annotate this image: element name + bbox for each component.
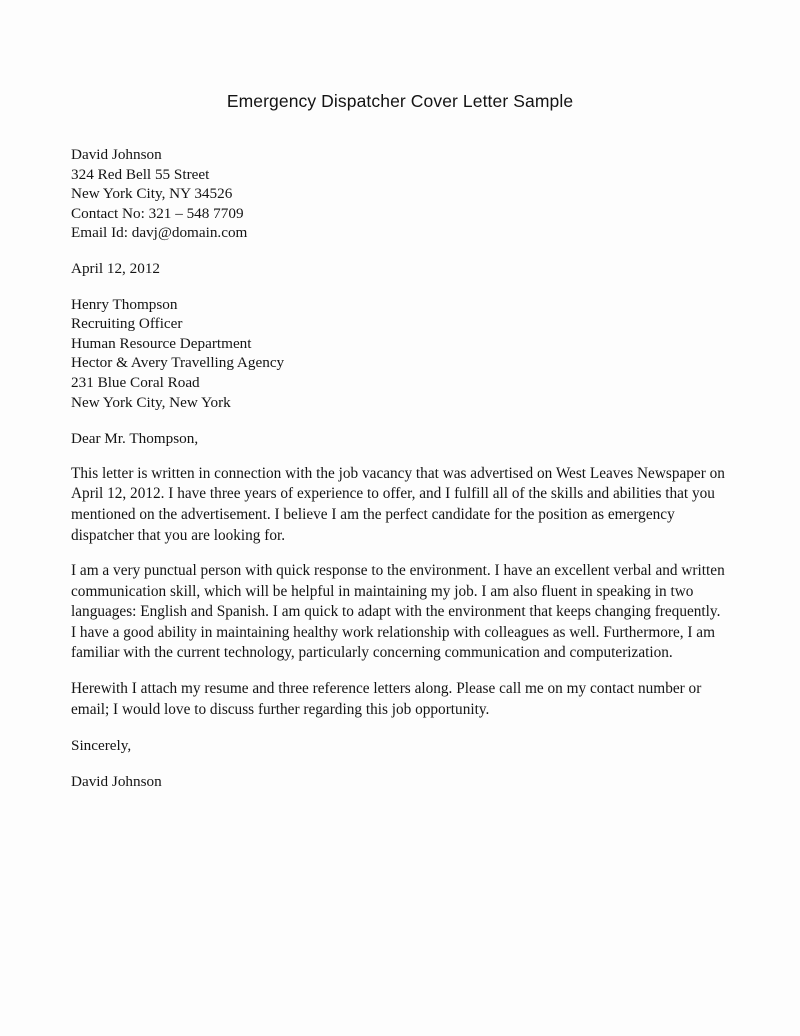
salutation: Dear Mr. Thompson,: [71, 430, 199, 448]
recipient-name: Henry Thompson: [71, 295, 178, 313]
sender-phone: Contact No: 321 – 548 7709: [71, 204, 244, 222]
sender-name: David Johnson: [71, 146, 162, 163]
closing-salutation: Sincerely,: [71, 737, 132, 755]
sender-email: Email Id: davj@domain.com: [71, 224, 248, 242]
body-paragraph-2: I am a very punctual person with quick response to the environment. I have an excellent verbal and written communication skill, which will be helpful in maintaining my job. I am also fluent in speaking in two languages: English and Spanish. I am quick to adapt with the environment that keeps changing frequently. I have a good ability in maintaining healthy work relationship with colleagues as well. Furthermore, I am familiar with the current technology, particularly concerning communication and computerization.: [71, 562, 725, 662]
recipient-address-block: [71, 295, 728, 413]
body-paragraph-3: Herewith I attach my resume and three reference letters along. Please call me on my contact number or email; I would love to discuss further regarding this job opportunity.: [71, 680, 702, 718]
sender-city-state-zip: New York City, NY 34526: [71, 185, 233, 203]
sender-street: 324 Red Bell 55 Street: [71, 165, 210, 183]
recipient-job-title: Recruiting Officer: [71, 315, 183, 333]
sender-address-block: [71, 145, 728, 243]
recipient-department: Human Resource Department: [71, 334, 252, 352]
recipient-company: Hector & Avery Travelling Agency: [71, 354, 285, 372]
letter-date: April 12, 2012: [71, 259, 161, 277]
signature-name: David Johnson: [71, 772, 162, 790]
recipient-city-state: New York City, New York: [71, 393, 231, 411]
recipient-street: 231 Blue Coral Road: [71, 373, 200, 391]
page-title: Emergency Dispatcher Cover Letter Sample: [226, 91, 574, 111]
letter-content: [71, 145, 728, 791]
body-paragraph-1: This letter is written in connection with the job vacancy that was advertised on West Leaves Newspaper on April 12, 2012. I have three years of experience to offer, and I fulfill all of the skills and abilities that you mentioned on the advertisement. I believe I am the perfect candidate for the position as emergency dispatcher that you are looking for.: [71, 464, 725, 544]
